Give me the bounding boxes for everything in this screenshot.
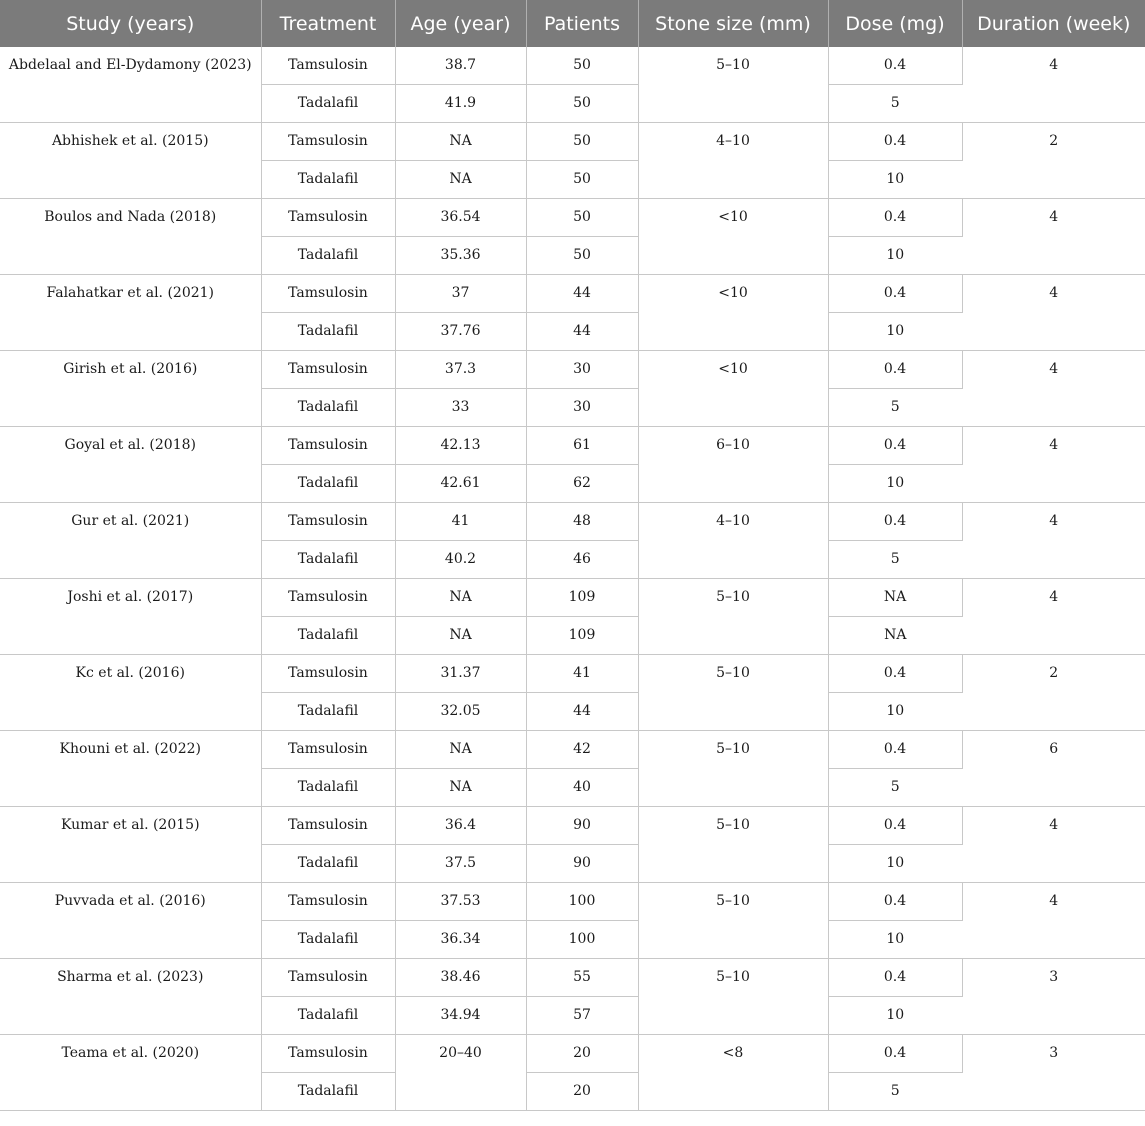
treatment-cell: Tamsulosin [261,47,395,85]
dose-cell: 10 [828,921,962,959]
dose-cell: 0.4 [828,123,962,161]
stone-size-cell: 5–10 [638,731,828,807]
age-cell: 36.4 [395,807,526,845]
dose-cell: 0.4 [828,731,962,769]
age-cell: 36.54 [395,199,526,237]
study-cell: Joshi et al. (2017) [0,579,261,655]
header-dose: Dose (mg) [828,0,962,47]
patients-cell: 40 [526,769,638,807]
duration-cell: 6 [962,731,1145,807]
age-cell: 37.76 [395,313,526,351]
treatment-cell: Tadalafil [261,313,395,351]
patients-cell: 100 [526,921,638,959]
age-cell: 36.34 [395,921,526,959]
dose-cell: 10 [828,845,962,883]
treatment-cell: Tadalafil [261,997,395,1035]
table-row [0,199,1145,237]
age-cell: 31.37 [395,655,526,693]
duration-cell: 3 [962,959,1145,1035]
duration-cell: 4 [962,199,1145,275]
age-cell: 37 [395,275,526,313]
dose-cell: 5 [828,1073,962,1111]
dose-cell: 10 [828,997,962,1035]
duration-cell: 4 [962,351,1145,427]
treatment-cell: Tamsulosin [261,427,395,465]
patients-cell: 30 [526,389,638,427]
stone-size-cell: 5–10 [638,47,828,123]
patients-cell: 50 [526,237,638,275]
treatment-cell: Tamsulosin [261,959,395,997]
dose-cell: 10 [828,465,962,503]
table-row [0,579,1145,617]
stone-size-cell: <10 [638,351,828,427]
dose-cell: 0.4 [828,427,962,465]
duration-cell: 4 [962,47,1145,123]
header-stone-size: Stone size (mm) [638,0,828,47]
patients-cell: 61 [526,427,638,465]
patients-cell: 44 [526,275,638,313]
table-row [0,351,1145,389]
patients-cell: 109 [526,579,638,617]
duration-cell: 4 [962,807,1145,883]
age-cell: NA [395,731,526,769]
study-cell: Abhishek et al. (2015) [0,123,261,199]
duration-cell: 2 [962,655,1145,731]
age-cell: 20–40 [395,1035,526,1111]
study-cell: Khouni et al. (2022) [0,731,261,807]
patients-cell: 42 [526,731,638,769]
treatment-cell: Tadalafil [261,769,395,807]
duration-cell: 4 [962,503,1145,579]
header-study: Study (years) [0,0,261,47]
patients-cell: 20 [526,1035,638,1073]
study-cell: Boulos and Nada (2018) [0,199,261,275]
age-cell: 32.05 [395,693,526,731]
stone-size-cell: 4–10 [638,503,828,579]
stone-size-cell: 6–10 [638,427,828,503]
table-row [0,427,1145,465]
patients-cell: 41 [526,655,638,693]
header-age: Age (year) [395,0,526,47]
stone-size-cell: 4–10 [638,123,828,199]
treatment-cell: Tamsulosin [261,351,395,389]
stone-size-cell: 5–10 [638,883,828,959]
treatment-cell: Tadalafil [261,389,395,427]
stone-size-cell: 5–10 [638,807,828,883]
age-cell: 42.61 [395,465,526,503]
table-row [0,883,1145,921]
treatment-cell: Tadalafil [261,85,395,123]
duration-cell: 4 [962,883,1145,959]
study-cell: Gur et al. (2021) [0,503,261,579]
table-row [0,959,1145,997]
table-row [0,807,1145,845]
dose-cell: 0.4 [828,351,962,389]
table-row [0,1035,1145,1073]
dose-cell: 0.4 [828,807,962,845]
dose-cell: 0.4 [828,1035,962,1073]
patients-cell: 50 [526,199,638,237]
patients-cell: 44 [526,313,638,351]
duration-cell: 4 [962,275,1145,351]
dose-cell: 5 [828,541,962,579]
patients-cell: 50 [526,47,638,85]
study-cell: Sharma et al. (2023) [0,959,261,1035]
header-patients: Patients [526,0,638,47]
study-cell: Falahatkar et al. (2021) [0,275,261,351]
duration-cell: 4 [962,579,1145,655]
age-cell: 33 [395,389,526,427]
treatment-cell: Tadalafil [261,541,395,579]
dose-cell: 10 [828,161,962,199]
study-cell: Kc et al. (2016) [0,655,261,731]
dose-cell: NA [828,579,962,617]
age-cell: 38.46 [395,959,526,997]
header-treatment: Treatment [261,0,395,47]
dose-cell: NA [828,617,962,655]
header-row [0,0,1145,47]
age-cell: 41 [395,503,526,541]
stone-size-cell: <10 [638,199,828,275]
age-cell: NA [395,123,526,161]
patients-cell: 20 [526,1073,638,1111]
study-cell: Puvvada et al. (2016) [0,883,261,959]
patients-cell: 30 [526,351,638,389]
duration-cell: 2 [962,123,1145,199]
age-cell: 35.36 [395,237,526,275]
age-cell: 37.5 [395,845,526,883]
dose-cell: 5 [828,769,962,807]
patients-cell: 44 [526,693,638,731]
treatment-cell: Tamsulosin [261,731,395,769]
dose-cell: 0.4 [828,883,962,921]
patients-cell: 48 [526,503,638,541]
dose-cell: 10 [828,693,962,731]
table-row [0,655,1145,693]
stone-size-cell: 5–10 [638,579,828,655]
dose-cell: 0.4 [828,47,962,85]
patients-cell: 50 [526,85,638,123]
treatment-cell: Tamsulosin [261,883,395,921]
treatment-cell: Tamsulosin [261,275,395,313]
treatment-cell: Tamsulosin [261,503,395,541]
treatment-cell: Tamsulosin [261,199,395,237]
age-cell: NA [395,769,526,807]
patients-cell: 46 [526,541,638,579]
dose-cell: 0.4 [828,503,962,541]
age-cell: NA [395,161,526,199]
table-row [0,47,1145,85]
study-cell: Goyal et al. (2018) [0,427,261,503]
study-cell: Teama et al. (2020) [0,1035,261,1111]
stone-size-cell: 5–10 [638,655,828,731]
age-cell: 37.53 [395,883,526,921]
age-cell: NA [395,579,526,617]
treatment-cell: Tamsulosin [261,123,395,161]
dose-cell: 5 [828,389,962,427]
age-cell: 34.94 [395,997,526,1035]
treatment-cell: Tadalafil [261,845,395,883]
table-row [0,503,1145,541]
patients-cell: 90 [526,807,638,845]
dose-cell: 5 [828,85,962,123]
table-row [0,123,1145,161]
dose-cell: 0.4 [828,959,962,997]
dose-cell: 0.4 [828,199,962,237]
treatment-cell: Tamsulosin [261,579,395,617]
patients-cell: 55 [526,959,638,997]
dose-cell: 10 [828,313,962,351]
treatment-cell: Tamsulosin [261,1035,395,1073]
treatment-cell: Tamsulosin [261,655,395,693]
patients-cell: 62 [526,465,638,503]
study-cell: Kumar et al. (2015) [0,807,261,883]
table-body [0,47,1145,1111]
dose-cell: 0.4 [828,275,962,313]
patients-cell: 50 [526,161,638,199]
treatment-cell: Tadalafil [261,237,395,275]
age-cell: 38.7 [395,47,526,85]
patients-cell: 90 [526,845,638,883]
age-cell: 42.13 [395,427,526,465]
table-row [0,731,1145,769]
study-cell: Girish et al. (2016) [0,351,261,427]
treatment-cell: Tadalafil [261,465,395,503]
treatment-cell: Tadalafil [261,693,395,731]
patients-cell: 100 [526,883,638,921]
treatment-cell: Tadalafil [261,161,395,199]
treatment-cell: Tadalafil [261,1073,395,1111]
age-cell: 41.9 [395,85,526,123]
stone-size-cell: <8 [638,1035,828,1111]
table-row [0,275,1145,313]
age-cell: 40.2 [395,541,526,579]
treatment-cell: Tadalafil [261,921,395,959]
dose-cell: 10 [828,237,962,275]
stone-size-cell: 5–10 [638,959,828,1035]
age-cell: 37.3 [395,351,526,389]
treatment-cell: Tamsulosin [261,807,395,845]
stone-size-cell: <10 [638,275,828,351]
patients-cell: 57 [526,997,638,1035]
header-duration: Duration (week) [962,0,1145,47]
age-cell: NA [395,617,526,655]
patients-cell: 50 [526,123,638,161]
patients-cell: 109 [526,617,638,655]
dose-cell: 0.4 [828,655,962,693]
duration-cell: 3 [962,1035,1145,1111]
duration-cell: 4 [962,427,1145,503]
study-cell: Abdelaal and El-Dydamony (2023) [0,47,261,123]
treatment-cell: Tadalafil [261,617,395,655]
